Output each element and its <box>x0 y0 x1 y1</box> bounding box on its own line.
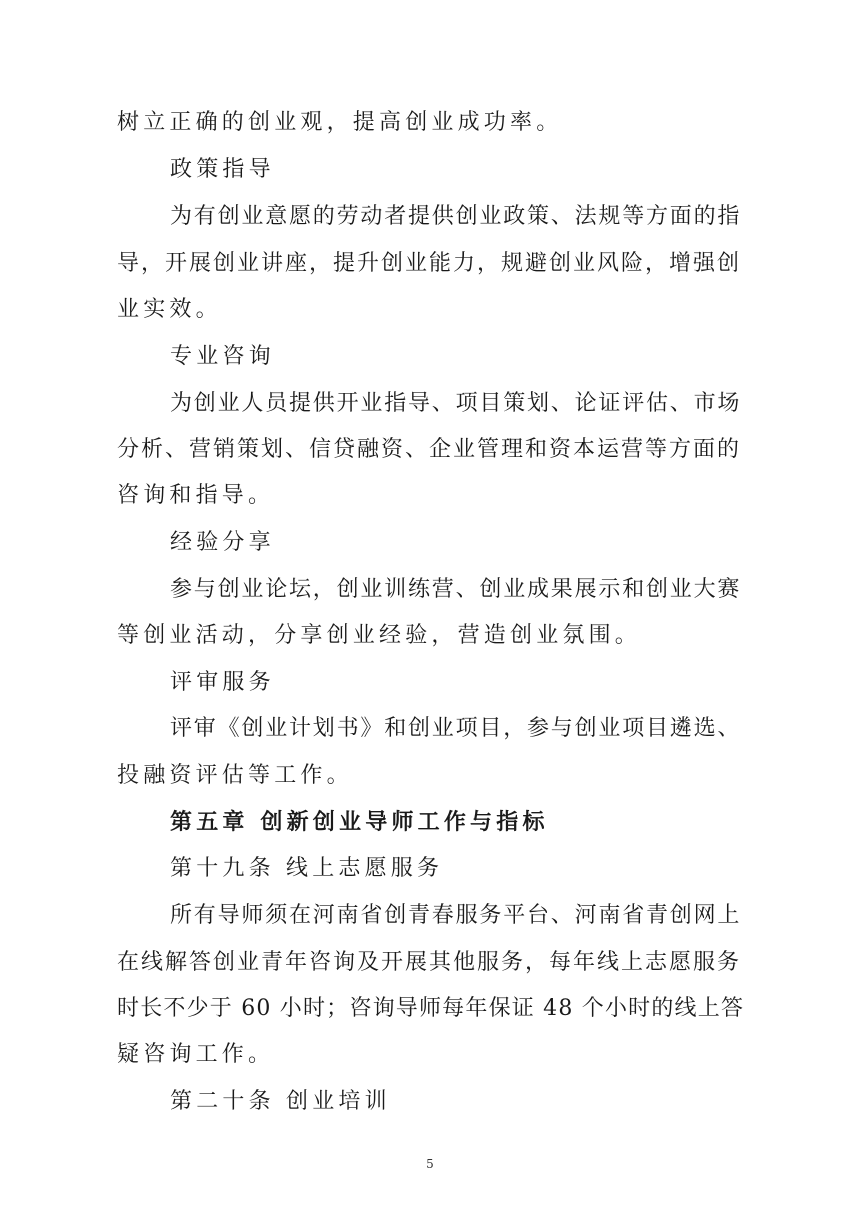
line-9: 咨询和指导。 <box>117 483 275 508</box>
subheading-policy: 政策指导 <box>170 157 275 182</box>
line-21: 疑咨询工作。 <box>117 1042 275 1067</box>
line-20: 时长不少于 60 小时；咨询导师每年保证 48 个小时的线上答 <box>117 996 745 1021</box>
line-11: 参与创业论坛，创业训练营、创业成果展示和创业大赛 <box>170 577 742 602</box>
line-19: 在线解答创业青年咨询及开展其他服务，每年线上志愿服务 <box>117 950 742 975</box>
line-15: 投融资评估等工作。 <box>117 763 353 788</box>
subheading-consulting: 专业咨询 <box>170 344 275 369</box>
page-number: 5 <box>426 1157 434 1171</box>
line-4: 导，开展创业讲座，提升创业能力，规避创业风险，增强创 <box>117 251 742 276</box>
subheading-review: 评审服务 <box>170 670 275 695</box>
line-5: 业实效。 <box>117 297 222 322</box>
line-7: 为创业人员提供开业指导、项目策划、论证评估、市场 <box>170 391 742 416</box>
line-18: 所有导师须在河南省创青春服务平台、河南省青创网上 <box>170 903 742 928</box>
article-19-heading: 第十九条 线上志愿服务 <box>170 856 444 881</box>
line-12: 等创业活动，分享创业经验，营造创业氛围。 <box>117 623 642 648</box>
line-3: 为有创业意愿的劳动者提供创业政策、法规等方面的指 <box>170 204 742 229</box>
line-14: 评审《创业计划书》和创业项目，参与创业项目遴选、 <box>170 716 742 741</box>
line-8: 分析、营销策划、信贷融资、企业管理和资本运营等方面的 <box>117 437 742 462</box>
line-1: 树立正确的创业观，提高创业成功率。 <box>117 110 563 135</box>
subheading-experience: 经验分享 <box>170 530 275 555</box>
chapter-heading: 第五章 创新创业导师工作与指标 <box>170 809 549 835</box>
article-20-heading: 第二十条 创业培训 <box>170 1089 391 1114</box>
